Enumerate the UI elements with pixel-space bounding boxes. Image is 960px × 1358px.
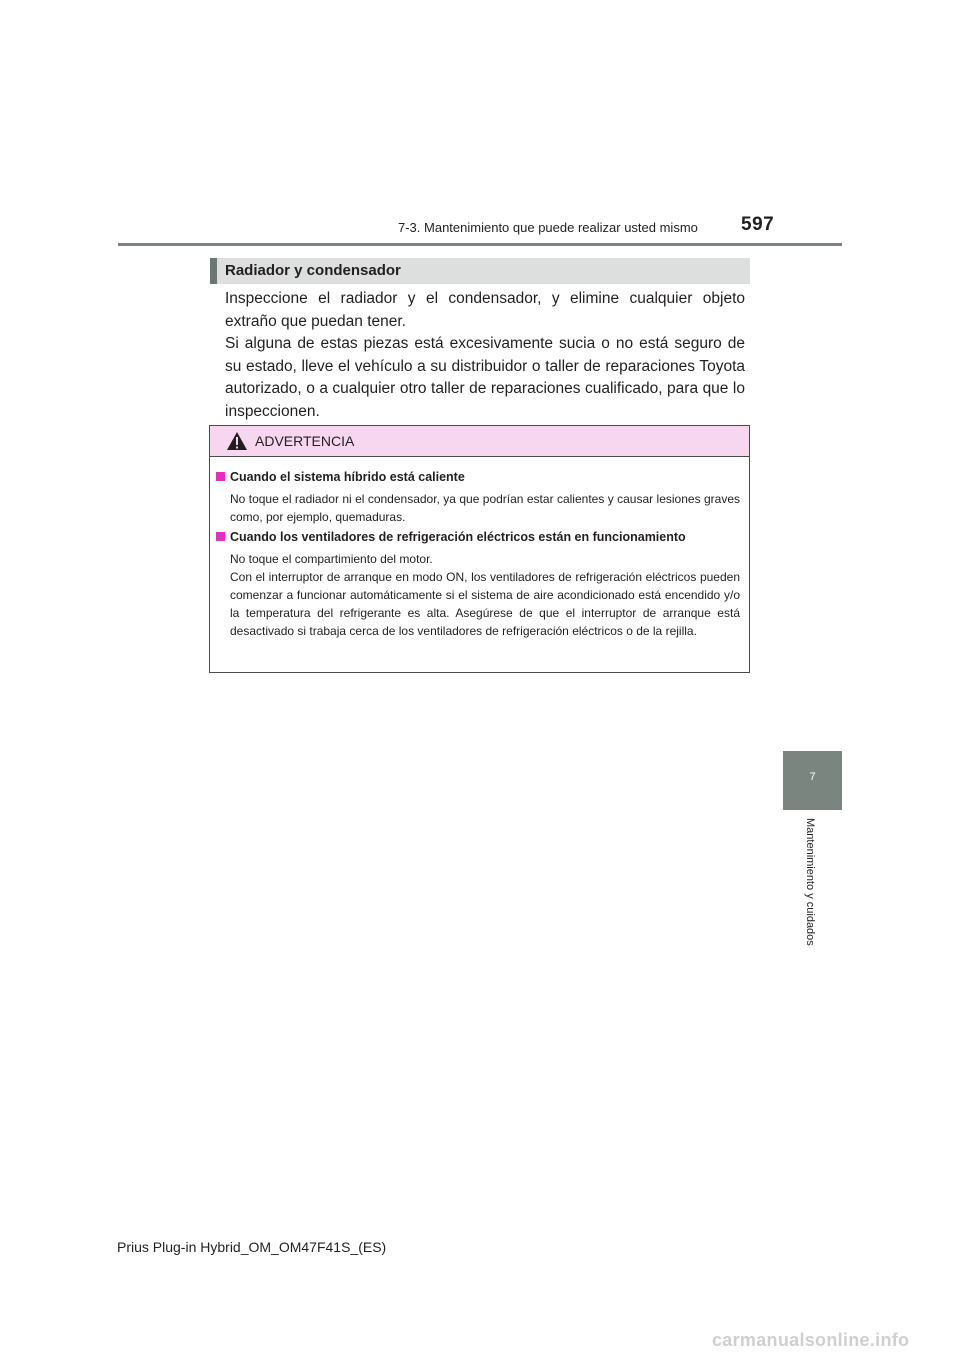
warning-item-title: Cuando el sistema híbrido está caliente bbox=[230, 470, 465, 484]
warning-header bbox=[210, 426, 749, 457]
chapter-label: Mantenimiento y cuidados bbox=[804, 818, 816, 946]
body-paragraph-2: Si alguna de estas piezas está excesivamente sucia o no está seguro de su estado, lleve el vehículo a su distribuidor o taller de reparaciones Toyota autorizado, o a cualquier otro taller de reparaciones cualificado, para que lo inspeccionen. bbox=[225, 335, 745, 420]
page-number: 597 bbox=[741, 214, 775, 235]
chapter-tab bbox=[783, 751, 842, 810]
square-bullet-icon bbox=[216, 532, 225, 541]
watermark: carmanualsonline.info bbox=[712, 1330, 910, 1350]
warning-title: ADVERTENCIA bbox=[255, 433, 355, 449]
warning-item-text: Con el interruptor de arranque en modo ON, los ventiladores de refrigeración eléctricos pueden comenzar a funcionar automáticamente si el sistema de aire acondicionado está encendido y/o la temperatura del refrigerante es alta. Asegúrese de que el interruptor de arranque está desactivado si trabaja cerca de los ventiladores de refrigeración eléctricos o de la rejilla. bbox=[230, 570, 740, 638]
warning-item-text: No toque el radiador ni el condensador, ya que podrían estar calientes y causar lesiones graves como, por ejemplo, quemaduras. bbox=[230, 492, 740, 524]
footer-document-id: Prius Plug-in Hybrid_OM_OM47F41S_(ES) bbox=[117, 1239, 387, 1255]
body-paragraph-1: Inspeccione el radiador y el condensador, y elimine cualquier objeto extraño que puedan tener. bbox=[225, 290, 745, 330]
warning-item-text: No toque el compartimiento del motor. bbox=[230, 552, 433, 566]
warning-item bbox=[216, 469, 740, 526]
section-title: 7-3. Mantenimiento que puede realizar usted mismo bbox=[398, 220, 698, 235]
square-bullet-icon bbox=[216, 472, 225, 481]
warning-item-title: Cuando los ventiladores de refrigeración eléctricos están en funcionamiento bbox=[230, 530, 686, 544]
section-heading: Radiador y condensador bbox=[210, 258, 750, 284]
header-divider bbox=[118, 243, 842, 246]
warning-triangle-icon bbox=[226, 431, 248, 451]
chapter-number: 7 bbox=[809, 771, 816, 783]
warning-box bbox=[209, 425, 750, 673]
warning-item bbox=[216, 529, 740, 640]
